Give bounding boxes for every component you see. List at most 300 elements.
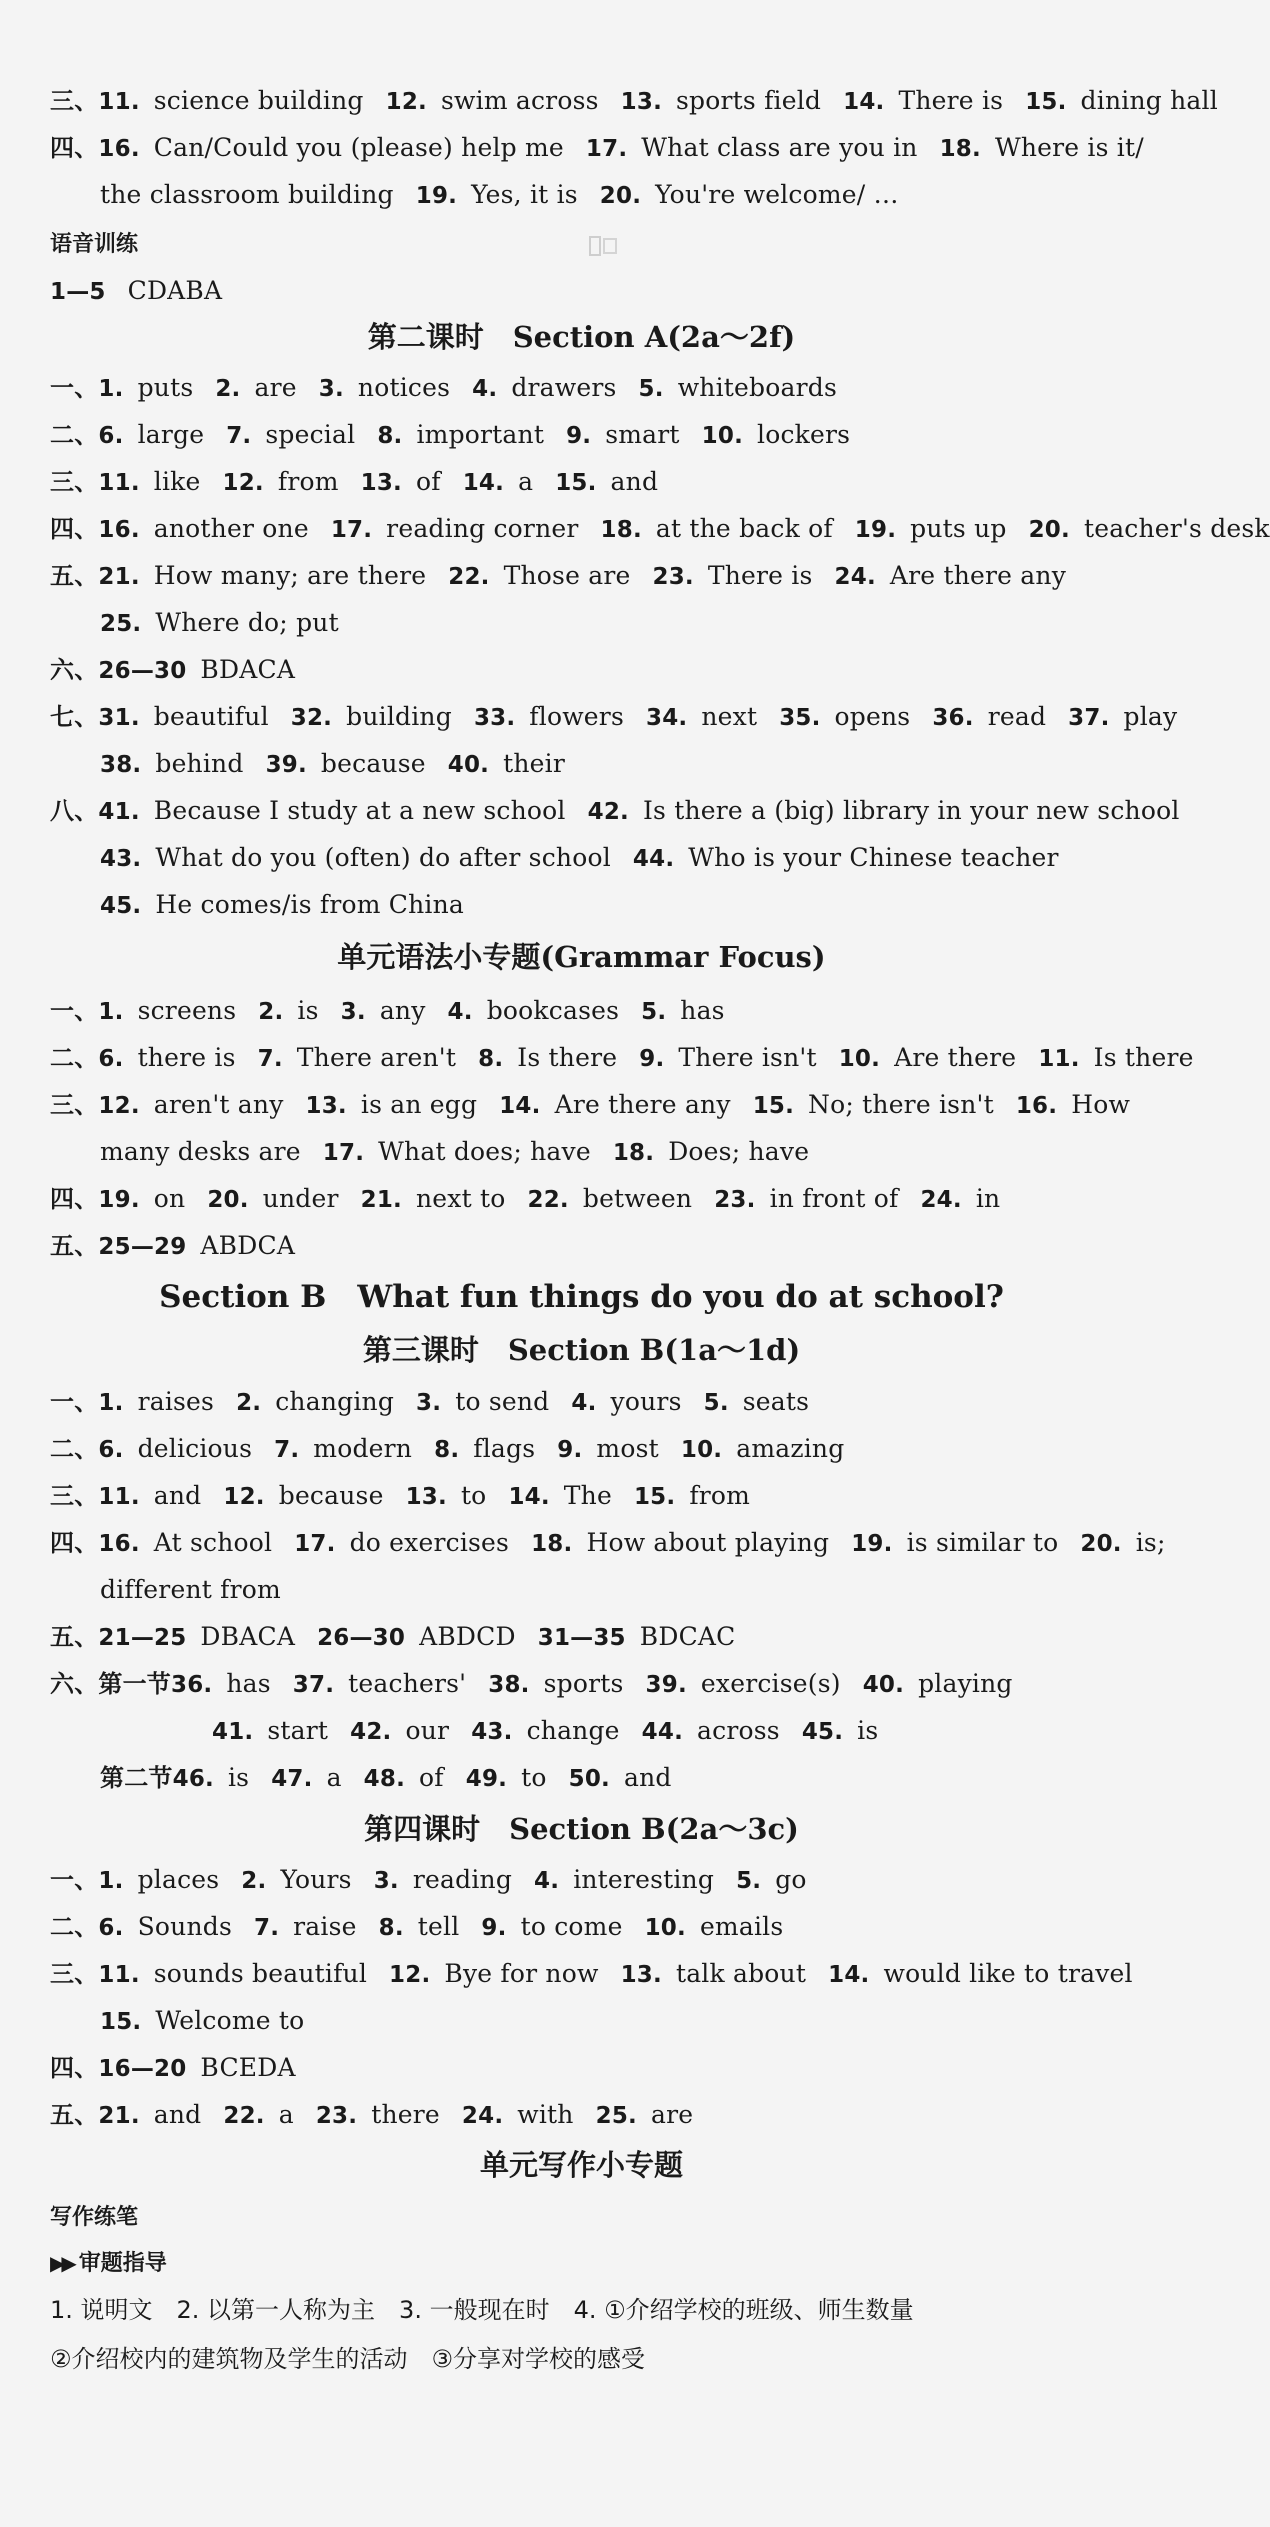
question-number: 13. <box>305 1093 347 1119</box>
answer-text: whiteboards <box>677 373 837 402</box>
question-number: 8. <box>377 423 403 449</box>
answer-text: large <box>137 420 205 449</box>
answer-text: different from <box>100 1575 281 1604</box>
answer-line <box>50 274 1143 309</box>
answer-text: seats <box>742 1387 810 1416</box>
question-number: 16. <box>98 517 140 543</box>
unit-writing-heading: 单元写作小专题 <box>479 2148 683 2182</box>
answer-text: There is <box>898 86 1004 115</box>
question-number: 43. <box>100 846 142 872</box>
answer-text: in front of <box>769 1184 899 1213</box>
question-number: 38. <box>100 752 142 778</box>
answer-text: science building <box>153 86 364 115</box>
question-number: 15. <box>1025 89 1067 115</box>
answer-text: dining hall <box>1080 86 1218 115</box>
answer-text: What does; have <box>378 1137 591 1166</box>
answer-text: and <box>623 1763 672 1792</box>
answer-text: BCEDA <box>200 2053 296 2082</box>
answer-text: sports <box>543 1669 624 1698</box>
answer-text: would like to travel <box>883 1959 1133 1988</box>
section-prefix: 二、 <box>50 1435 99 1463</box>
question-number: 8. <box>378 1915 404 1941</box>
question-number: 11. <box>1038 1046 1080 1072</box>
question-number: 7. <box>274 1437 300 1463</box>
answer-text: Does; have <box>668 1137 810 1166</box>
answer-text: because <box>278 1481 384 1510</box>
section-prefix: 三、 <box>50 1960 99 1988</box>
answer-text: flowers <box>529 702 624 731</box>
question-number: 5. <box>703 1390 729 1416</box>
answer-text: are <box>254 373 297 402</box>
answer-text: next to <box>416 1184 506 1213</box>
double-arrow-icon: ▶▶ <box>50 2251 73 2275</box>
answer-line <box>50 1526 1166 1561</box>
question-number: 13. <box>620 89 663 115</box>
section-prefix: 一、 <box>50 997 99 1025</box>
question-number: 6. <box>98 423 124 449</box>
section-prefix: 四、 <box>50 1185 99 1213</box>
question-number: 9. <box>639 1046 665 1072</box>
question-number: 38. <box>488 1672 530 1698</box>
answer-text: important <box>416 420 545 449</box>
question-number: 21. <box>98 564 140 590</box>
question-number: 14. <box>462 470 505 496</box>
question-number: 36. <box>171 1672 213 1698</box>
answer-text: Can/Could you (please) help me <box>153 133 564 162</box>
answer-text: raise <box>293 1912 357 1941</box>
section-prefix: 六、 <box>50 656 99 684</box>
question-number: 5. <box>638 376 664 402</box>
answer-line <box>100 888 1143 923</box>
answer-line <box>50 84 1218 119</box>
section-label-yuyin: 语音训练 <box>50 232 139 257</box>
answer-text: modern <box>313 1434 413 1463</box>
section-prefix: 二、 <box>50 421 99 449</box>
answer-line <box>50 1667 1143 1702</box>
section-prefix: 一、 <box>50 1866 99 1894</box>
answer-text: He comes/is from China <box>155 890 465 919</box>
question-number: 48. <box>363 1766 406 1792</box>
answer-text: a <box>518 467 534 496</box>
answer-line <box>50 994 1143 1029</box>
question-number: 41. <box>98 799 140 825</box>
answer-text: DBACA <box>200 1622 296 1651</box>
question-number: 25. <box>595 2103 637 2129</box>
answer-line <box>50 653 1143 688</box>
answer-line <box>50 794 1180 829</box>
answer-text: under <box>262 1184 339 1213</box>
scan-smudge <box>586 233 622 261</box>
section-prefix: 一、 <box>50 1388 99 1416</box>
question-number: 1. <box>98 1868 124 1894</box>
answer-text: BDCAC <box>639 1622 736 1651</box>
question-number: 39. <box>645 1672 687 1698</box>
question-number: 24. <box>461 2103 504 2129</box>
section-prefix: 三、 <box>50 1091 99 1119</box>
answer-text: to come <box>520 1912 623 1941</box>
section-prefix: 五、 <box>50 1623 99 1651</box>
answer-text: What class are you in <box>641 133 918 162</box>
answer-text: tell <box>417 1912 460 1941</box>
answer-text: How <box>1071 1090 1131 1119</box>
answer-text: go <box>775 1865 807 1894</box>
question-number: 16. <box>98 136 140 162</box>
question-number: 19. <box>851 1531 893 1557</box>
question-number: 35. <box>779 705 821 731</box>
question-number: 16—20 <box>98 2056 187 2082</box>
answer-text: read <box>987 702 1047 731</box>
question-number: 37. <box>292 1672 335 1698</box>
answer-text: many desks are <box>100 1137 301 1166</box>
question-number: 14. <box>828 1962 870 1988</box>
answer-text: Are there <box>894 1043 1017 1072</box>
question-number: 13. <box>360 470 402 496</box>
answer-text: teachers' <box>348 1669 467 1698</box>
question-number: 2. <box>236 1390 262 1416</box>
answer-line <box>50 700 1178 735</box>
answer-text: raises <box>137 1387 215 1416</box>
answer-text: There aren't <box>296 1043 457 1072</box>
answer-text: exercise(s) <box>700 1669 841 1698</box>
answer-text: is similar to <box>906 1528 1059 1557</box>
answer-line <box>50 1041 1194 1076</box>
question-number: 11. <box>98 1962 140 1988</box>
answer-text: interesting <box>573 1865 715 1894</box>
answer-text: is <box>297 996 319 1025</box>
question-number: 1. <box>98 376 124 402</box>
answer-text: Is there <box>517 1043 618 1072</box>
question-number: 17. <box>330 517 373 543</box>
answer-text: Where is it/ <box>994 133 1144 162</box>
question-number: 13. <box>620 1962 662 1988</box>
question-number: 12. <box>223 1484 265 1510</box>
answer-text: change <box>526 1716 620 1745</box>
answer-text: playing <box>918 1669 1013 1698</box>
answer-text: our <box>405 1716 450 1745</box>
section-b-heading: Section B What fun things do you do at school? <box>159 1279 1004 1315</box>
answer-text: are <box>650 2100 694 2129</box>
answer-line <box>50 1229 1143 1264</box>
answer-line <box>50 1479 1143 1514</box>
question-number: 17. <box>322 1140 365 1166</box>
writing-guide-line: ②介绍校内的建筑物及学生的活动 ③分享对学校的感受 <box>50 2345 646 2373</box>
question-number: 22. <box>448 564 490 590</box>
question-number: 24. <box>834 564 876 590</box>
answer-text: reading corner <box>386 514 579 543</box>
question-number: 2. <box>215 376 241 402</box>
question-number: 10. <box>701 423 744 449</box>
question-number: 15. <box>752 1093 795 1119</box>
answer-text: their <box>503 749 566 778</box>
answer-text: with <box>517 2100 574 2129</box>
answer-line <box>50 559 1143 594</box>
section-prefix: 三、 <box>50 87 99 115</box>
section-prefix: 一、 <box>50 374 99 402</box>
question-number: 4. <box>571 1390 597 1416</box>
section-label-guide <box>50 2248 167 2279</box>
answer-text: bookcases <box>486 996 620 1025</box>
answer-text: smart <box>605 420 680 449</box>
answer-text: flags <box>473 1434 536 1463</box>
lesson-heading: 第二课时 Section A(2a～2f) <box>367 320 796 354</box>
answer-text: Sounds <box>137 1912 232 1941</box>
answer-text: from <box>277 467 339 496</box>
question-number: 3. <box>318 376 344 402</box>
answer-text: like <box>153 467 201 496</box>
question-number: 23. <box>315 2103 358 2129</box>
answer-line <box>100 178 1143 213</box>
question-number: 5. <box>641 999 667 1025</box>
answer-text: yours <box>610 1387 682 1416</box>
answer-text: notices <box>357 373 451 402</box>
question-number: 9. <box>566 423 592 449</box>
answer-text: changing <box>275 1387 395 1416</box>
answer-text: BDACA <box>200 655 296 684</box>
answer-line <box>50 1432 1143 1467</box>
answer-text: Yours <box>280 1865 352 1894</box>
answer-text: is <box>227 1763 250 1792</box>
question-number: 45. <box>100 893 142 919</box>
question-number: 13. <box>405 1484 447 1510</box>
answer-line <box>50 131 1143 166</box>
question-number: 20. <box>1028 517 1070 543</box>
answer-line <box>50 512 1270 547</box>
answer-text: a <box>326 1763 342 1792</box>
question-number: 18. <box>612 1140 655 1166</box>
answer-line <box>50 1088 1143 1123</box>
question-number: 24. <box>920 1187 962 1213</box>
question-number: 19. <box>98 1187 140 1213</box>
answer-text: Are there any <box>889 561 1067 590</box>
section-prefix: 第二节 <box>100 1764 173 1792</box>
section-prefix: 五、 <box>50 562 99 590</box>
question-number: 12. <box>389 1962 431 1988</box>
answer-text: Bye for now <box>444 1959 599 1988</box>
section-prefix: 四、 <box>50 2054 99 2082</box>
section-prefix: 三、 <box>50 468 99 496</box>
question-number: 15. <box>100 2009 142 2035</box>
answer-text: Is there <box>1093 1043 1194 1072</box>
question-number: 44. <box>632 846 675 872</box>
question-number: 26—30 <box>317 1625 406 1651</box>
section-prefix: 二、 <box>50 1913 99 1941</box>
answer-line <box>50 1957 1143 1992</box>
answer-text: teacher's desk <box>1083 514 1270 543</box>
section-prefix: 四、 <box>50 1529 99 1557</box>
section-prefix: 四、 <box>50 515 99 543</box>
question-number: 43. <box>471 1719 513 1745</box>
question-number: 21—25 <box>98 1625 187 1651</box>
answer-line <box>50 418 1143 453</box>
question-number: 25—29 <box>98 1234 187 1260</box>
answer-text: most <box>596 1434 659 1463</box>
answer-text: opens <box>834 702 911 731</box>
answer-line <box>100 1761 1143 1796</box>
section-prefix: 五、 <box>50 2101 99 2129</box>
answer-text: You're welcome/ … <box>655 180 899 209</box>
answer-text: is an egg <box>360 1090 478 1119</box>
question-number: 12. <box>222 470 264 496</box>
question-number: 3. <box>340 999 366 1025</box>
answer-line <box>50 1385 1143 1420</box>
answer-text: building <box>346 702 452 731</box>
answer-text: drawers <box>511 373 617 402</box>
answer-text: beautiful <box>153 702 269 731</box>
answer-line <box>100 606 1143 641</box>
answer-text: do exercises <box>349 1528 510 1557</box>
answer-text: At school <box>153 1528 273 1557</box>
question-number: 15. <box>633 1484 676 1510</box>
answer-text: CDABA <box>127 276 223 305</box>
question-number: 10. <box>838 1046 881 1072</box>
answer-text: delicious <box>137 1434 253 1463</box>
question-number: 45. <box>801 1719 844 1745</box>
question-number: 23. <box>652 564 694 590</box>
question-number: 36. <box>932 705 974 731</box>
answer-line <box>100 2004 1143 2039</box>
question-number: 2. <box>258 999 284 1025</box>
question-number: 8. <box>478 1046 504 1072</box>
section-prefix: 二、 <box>50 1044 99 1072</box>
unit-grammar-heading: 单元语法小专题(Grammar Focus) <box>337 940 826 974</box>
answer-text: there <box>371 2100 440 2129</box>
answer-text: between <box>582 1184 693 1213</box>
answer-text: talk about <box>675 1959 807 1988</box>
question-number: 14. <box>843 89 885 115</box>
answer-text: The <box>563 1481 612 1510</box>
question-number: 46. <box>172 1766 214 1792</box>
answer-text: There is <box>707 561 813 590</box>
question-number: 8. <box>434 1437 460 1463</box>
section-prefix: 八、 <box>50 797 99 825</box>
answer-text: on <box>153 1184 186 1213</box>
question-number: 6. <box>98 1915 124 1941</box>
answer-text: ABDCA <box>200 1231 296 1260</box>
section-prefix: 三、 <box>50 1482 99 1510</box>
answer-text: and <box>153 1481 202 1510</box>
answer-text: sounds beautiful <box>153 1959 368 1988</box>
answer-text: and <box>610 467 659 496</box>
answer-line <box>100 841 1143 876</box>
question-number: 6. <box>98 1046 124 1072</box>
question-number: 33. <box>473 705 516 731</box>
question-number: 7. <box>253 1915 280 1941</box>
answer-text: start <box>267 1716 329 1745</box>
answer-text: is <box>857 1716 879 1745</box>
answer-text: How about playing <box>586 1528 830 1557</box>
question-number: 22. <box>223 2103 265 2129</box>
answer-text: to <box>460 1481 487 1510</box>
question-number: 40. <box>862 1672 905 1698</box>
question-number: 4. <box>447 999 473 1025</box>
question-number: 17. <box>294 1531 336 1557</box>
answer-text: What do you (often) do after school <box>155 843 611 872</box>
question-number: 49. <box>465 1766 508 1792</box>
question-number: 44. <box>641 1719 684 1745</box>
question-range: 1—5 <box>50 279 106 305</box>
question-number: 6. <box>98 1437 124 1463</box>
question-number: 19. <box>854 517 897 543</box>
answer-text: ABDCD <box>419 1622 516 1651</box>
question-number: 42. <box>587 799 629 825</box>
answer-text: another one <box>153 514 309 543</box>
question-number: 18. <box>531 1531 573 1557</box>
answer-text: to <box>521 1763 547 1792</box>
question-number: 5. <box>736 1868 762 1894</box>
question-number: 22. <box>527 1187 569 1213</box>
question-number: 9. <box>557 1437 583 1463</box>
answer-text: from <box>689 1481 751 1510</box>
question-number: 9. <box>481 1915 507 1941</box>
answer-text: behind <box>155 749 244 778</box>
answer-text: there is <box>137 1043 236 1072</box>
section-prefix: 四、 <box>50 134 99 162</box>
question-number: 17. <box>585 136 628 162</box>
answer-text: of <box>416 467 441 496</box>
answer-text: Yes, it is <box>471 180 578 209</box>
answer-line <box>212 1714 1143 1749</box>
answer-text: lockers <box>757 420 851 449</box>
question-number: 4. <box>534 1868 560 1894</box>
question-number: 21. <box>360 1187 402 1213</box>
answer-text: Where do; put <box>155 608 339 637</box>
question-number: 47. <box>271 1766 313 1792</box>
answer-text: Are there any <box>554 1090 731 1119</box>
question-number: 41. <box>212 1719 254 1745</box>
answer-text: Welcome to <box>155 2006 305 2035</box>
section-prefix: 六、第一节 <box>50 1670 171 1698</box>
answer-line <box>100 1135 1143 1170</box>
question-number: 14. <box>508 1484 550 1510</box>
question-number: 16. <box>1015 1093 1058 1119</box>
answer-text: because <box>320 749 426 778</box>
question-number: 42. <box>350 1719 392 1745</box>
answer-text: amazing <box>736 1434 845 1463</box>
guide-label: 审题指导 <box>78 2251 167 2276</box>
question-number: 15. <box>555 470 597 496</box>
answer-line <box>50 465 1143 500</box>
answer-text: reading <box>412 1865 513 1894</box>
question-number: 21. <box>98 2103 140 2129</box>
answer-line <box>50 2051 1143 2086</box>
question-number: 18. <box>939 136 981 162</box>
question-number: 10. <box>680 1437 723 1463</box>
answer-text: special <box>265 420 356 449</box>
question-number: 37. <box>1068 705 1110 731</box>
question-number: 11. <box>98 89 140 115</box>
question-number: 1. <box>98 999 124 1025</box>
question-number: 11. <box>98 470 140 496</box>
question-number: 3. <box>416 1390 442 1416</box>
answer-line <box>50 1182 1143 1217</box>
question-number: 7. <box>226 423 252 449</box>
question-number: 25. <box>100 611 142 637</box>
answer-text: swim across <box>441 86 599 115</box>
answer-text: next <box>701 702 758 731</box>
answer-line <box>100 1573 1143 1607</box>
section-prefix: 五、 <box>50 1232 99 1260</box>
question-number: 16. <box>98 1531 140 1557</box>
answer-line <box>50 1863 1143 1898</box>
question-number: 34. <box>645 705 688 731</box>
answer-text: any <box>379 996 426 1025</box>
section-label-writing: 写作练笔 <box>50 2205 139 2230</box>
question-number: 1. <box>98 1390 124 1416</box>
answer-text: has <box>680 996 725 1025</box>
question-number: 3. <box>373 1868 399 1894</box>
answer-text: of <box>419 1763 444 1792</box>
question-number: 7. <box>257 1046 283 1072</box>
